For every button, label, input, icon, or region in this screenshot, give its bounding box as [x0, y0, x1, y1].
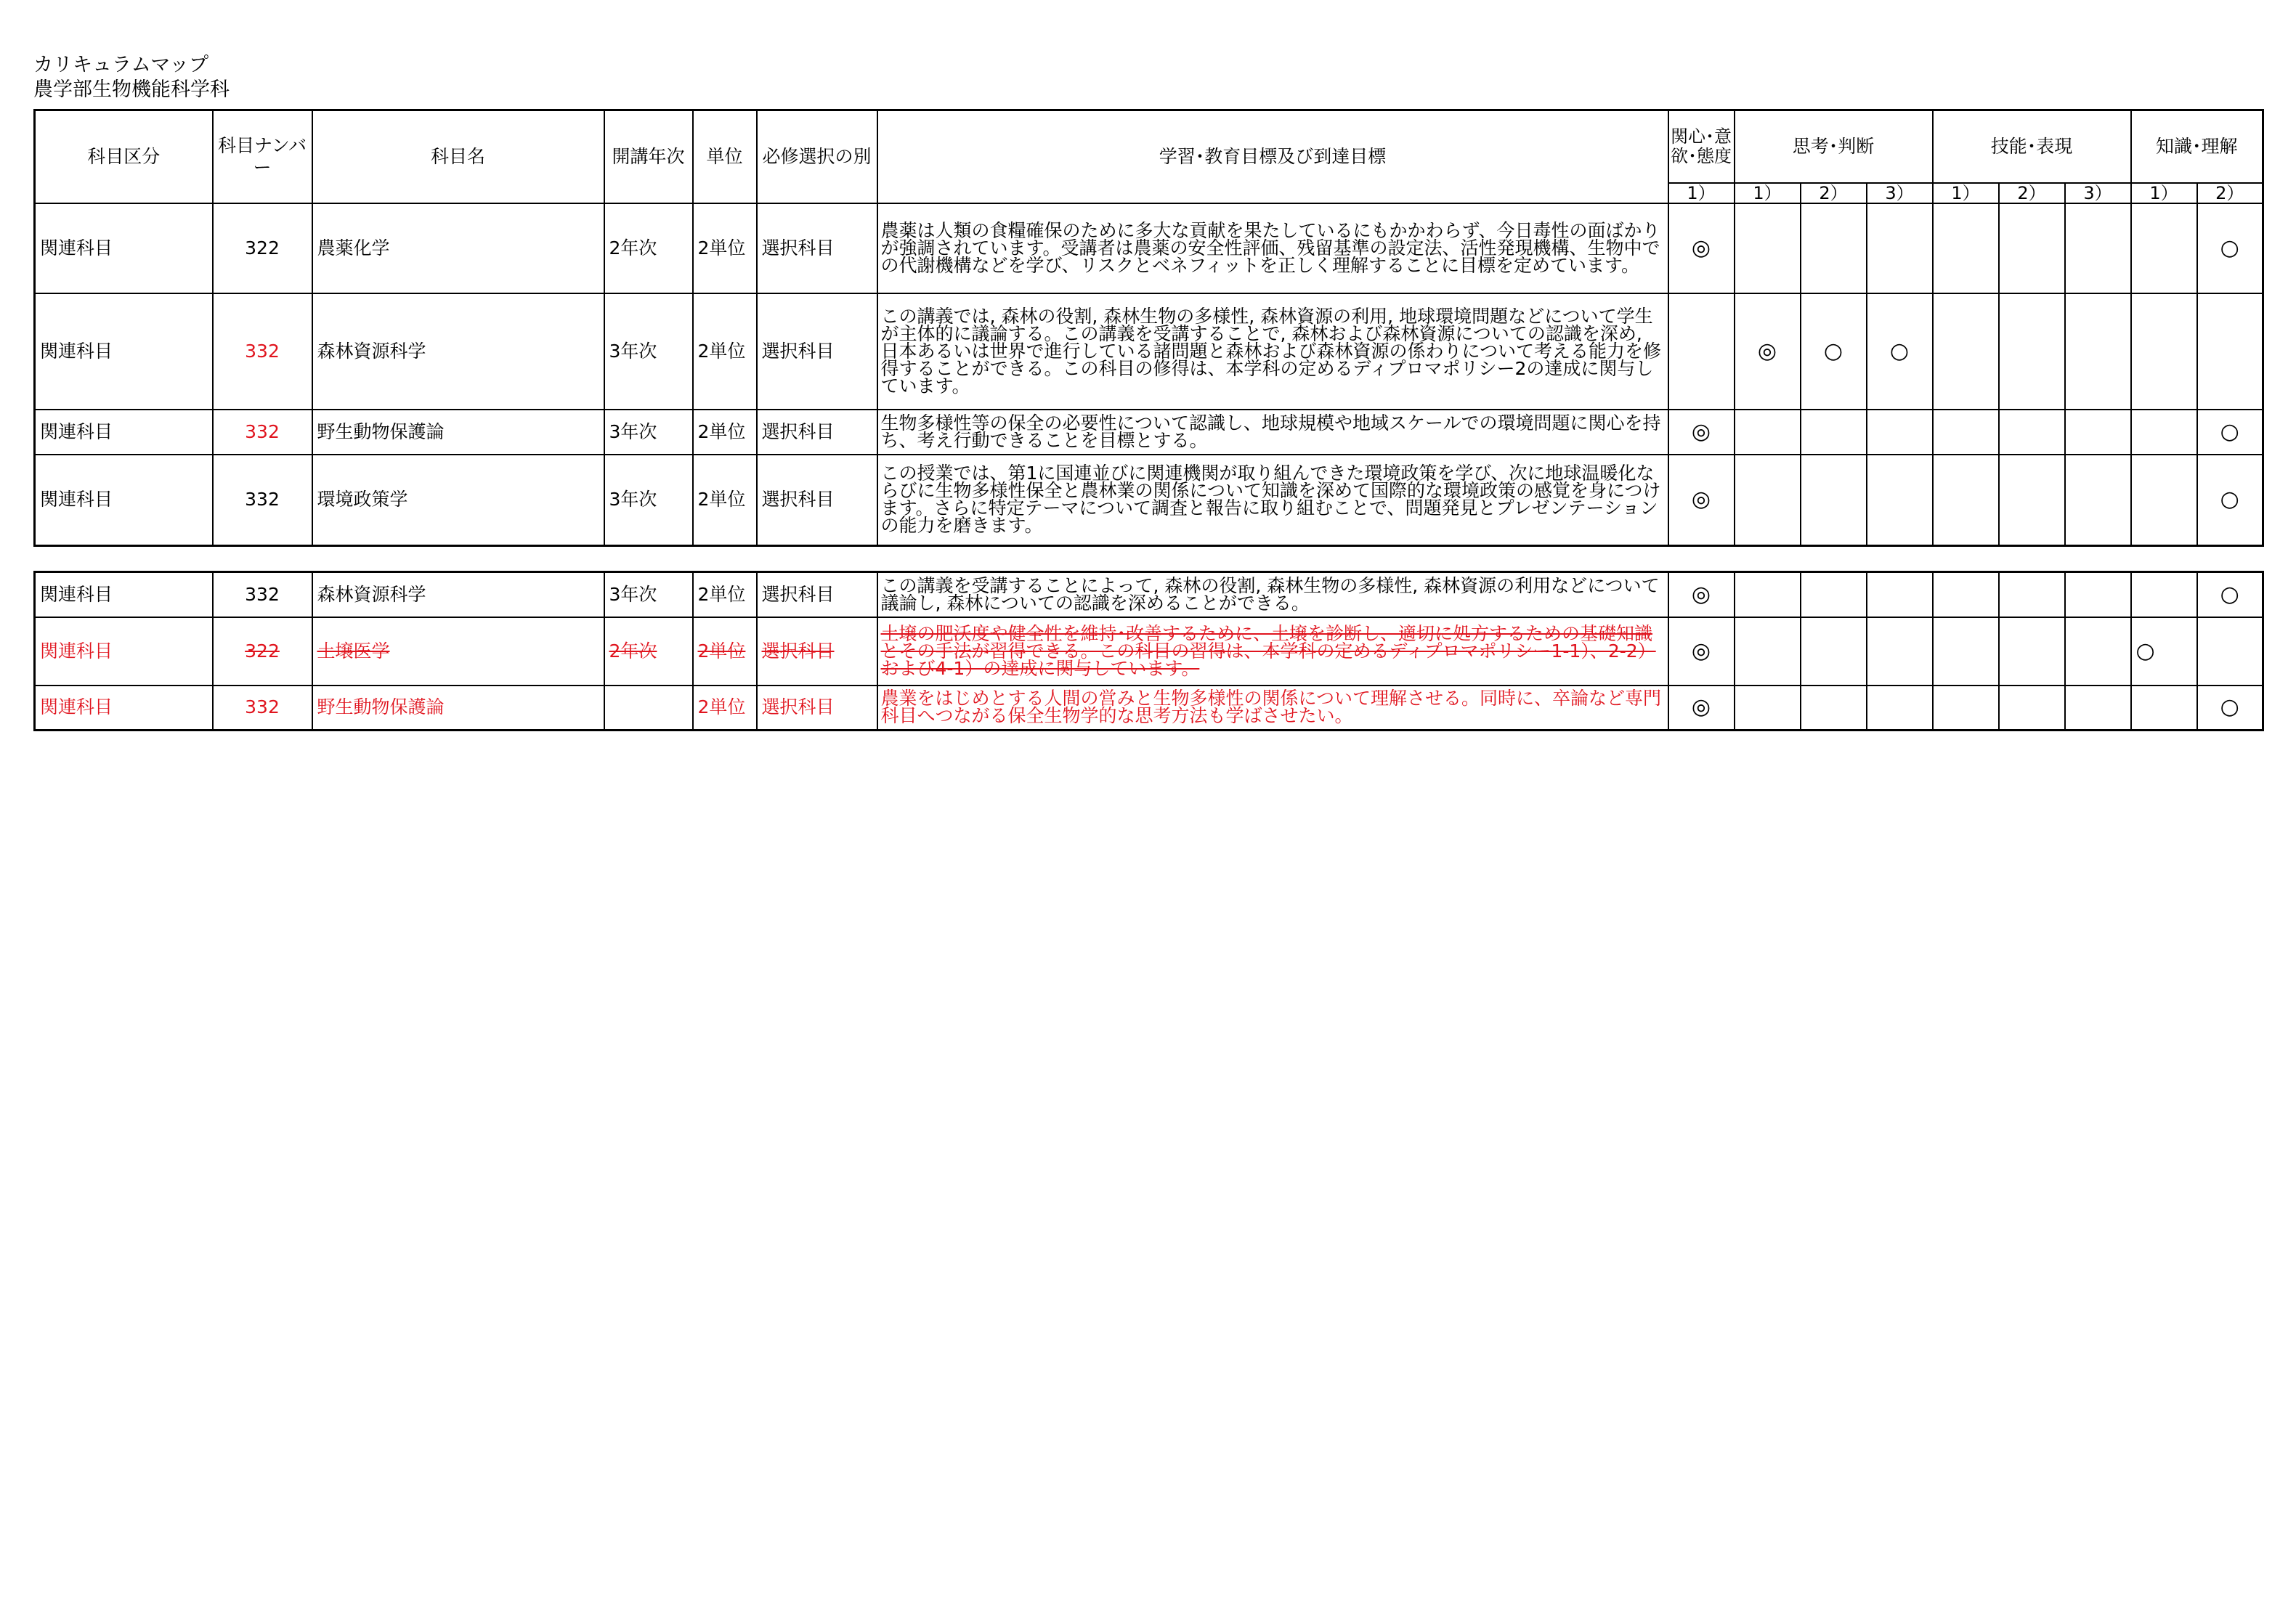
table-row-deleted: [35, 617, 2263, 686]
cell-mark: [1801, 572, 1867, 617]
cell-mark: [2197, 617, 2263, 686]
cell-category: 関連科目: [35, 410, 213, 455]
cell-credits: 2単位: [693, 455, 757, 546]
cell-category: 関連科目: [35, 572, 213, 617]
cell-name: 農薬化学: [312, 203, 604, 293]
cell-year: 3年次: [604, 455, 693, 546]
cell-mark: [1801, 203, 1867, 293]
cell-mark: [2065, 572, 2131, 617]
cell-mark: [1999, 410, 2065, 455]
cell-category: 関連科目: [35, 455, 213, 546]
cell-year: 2年次: [604, 617, 693, 686]
cell-category: 関連科目: [35, 617, 213, 686]
cell-required: 選択科目: [757, 617, 877, 686]
cell-year: 3年次: [604, 293, 693, 410]
sub-header: 1）: [1735, 183, 1801, 203]
header-year: 開講年次: [604, 110, 693, 203]
cell-goal: この講義では, 森林の役割, 森林生物の多様性, 森林資源の利用, 地球環境問題などについて学生が主体的に議論する。この講義を受講することで, 森林および森林資源についての認識を深め, 日本あるいは世界で進行している諸問題と森林および森林資源の係わりについて考える能力を修得することができる。この科目の修得は、本学科の定めるディプロマポリシー2の達成に関与しています。: [877, 293, 1668, 410]
cell-mark: [1867, 572, 1933, 617]
cell-required: 選択科目: [757, 686, 877, 731]
cell-mark: ◎: [1668, 572, 1735, 617]
cell-goal: この講義を受講することによって, 森林の役割, 森林生物の多様性, 森林資源の利用などについて議論し, 森林についての認識を深めることができる。: [877, 572, 1668, 617]
cell-mark: ◎: [1668, 617, 1735, 686]
cell-credits: 2単位: [693, 686, 757, 731]
cell-number: 332: [213, 455, 312, 546]
cell-mark: [1999, 203, 2065, 293]
cell-goal: 生物多様性等の保全の必要性について認識し、地球規模や地域スケールでの環境問題に関心を持ち、考え行動できることを目標とする。: [877, 410, 1668, 455]
cell-mark: [1668, 293, 1735, 410]
cell-mark: [1933, 617, 1999, 686]
cell-number: 332: [213, 686, 312, 731]
cell-number: 332: [213, 293, 312, 410]
cell-name: 野生動物保護論: [312, 410, 604, 455]
cell-mark: [1801, 686, 1867, 731]
cell-mark: [1801, 617, 1867, 686]
cell-mark: [2065, 455, 2131, 546]
cell-mark: [1999, 572, 2065, 617]
cell-required: 選択科目: [757, 455, 877, 546]
page-title: カリキュラムマップ: [33, 54, 209, 76]
cell-mark: [2065, 410, 2131, 455]
sub-header: 1）: [1933, 183, 1999, 203]
cell-goal: 農業をはじめとする人間の営みと生物多様性の関係について理解させる。同時に、卒論など専門科目へつながる保全生物学的な思考方法も学ばさせたい。: [877, 686, 1668, 731]
table-row: [35, 410, 2263, 455]
cell-mark: [2131, 572, 2197, 617]
table-row: [35, 572, 2263, 617]
header-category: 科目区分: [35, 110, 213, 203]
cell-mark: [1933, 410, 1999, 455]
sub-header: 2）: [2197, 183, 2263, 203]
header-thinking: 思考･判断: [1735, 110, 1933, 183]
department-name: 農学部生物機能科学科: [33, 78, 230, 101]
cell-number: 322: [213, 617, 312, 686]
cell-credits: 2単位: [693, 410, 757, 455]
cell-mark: [1867, 686, 1933, 731]
table-row: [35, 293, 2263, 410]
sub-header: 2）: [1801, 183, 1867, 203]
revision-table: [33, 571, 2264, 731]
cell-number: 332: [213, 572, 312, 617]
cell-mark: [2131, 293, 2197, 410]
sub-header: 1）: [1668, 183, 1735, 203]
cell-number: 322: [213, 203, 312, 293]
cell-mark: [1735, 410, 1801, 455]
cell-mark: [2065, 203, 2131, 293]
cell-required: 選択科目: [757, 203, 877, 293]
cell-mark: [2065, 293, 2131, 410]
cell-mark: [2197, 293, 2263, 410]
cell-mark: [1933, 686, 1999, 731]
header-number: 科目ナンバー: [213, 110, 312, 203]
cell-mark: [1999, 686, 2065, 731]
table-row: [35, 203, 2263, 293]
cell-year: [604, 686, 693, 731]
cell-mark: ○: [2197, 572, 2263, 617]
header-credits: 単位: [693, 110, 757, 203]
cell-year: 3年次: [604, 410, 693, 455]
cell-mark: [1867, 455, 1933, 546]
cell-mark: ○: [2197, 686, 2263, 731]
cell-mark: [1933, 293, 1999, 410]
cell-year: 3年次: [604, 572, 693, 617]
cell-category: 関連科目: [35, 293, 213, 410]
header-interest: 関心･意欲･態度: [1668, 110, 1735, 183]
cell-mark: ○: [2197, 455, 2263, 546]
header-required: 必修選択の別: [757, 110, 877, 203]
cell-mark: [1933, 455, 1999, 546]
cell-required: 選択科目: [757, 410, 877, 455]
cell-mark: [1735, 572, 1801, 617]
cell-credits: 2単位: [693, 293, 757, 410]
cell-number: 332: [213, 410, 312, 455]
cell-mark: ○: [2197, 410, 2263, 455]
cell-mark: [1867, 617, 1933, 686]
cell-mark: [1999, 455, 2065, 546]
cell-mark: ○: [2197, 203, 2263, 293]
header-goals: 学習･教育目標及び到達目標: [877, 110, 1668, 203]
cell-category: 関連科目: [35, 203, 213, 293]
table-row-added: [35, 686, 2263, 731]
cell-goal: この授業では、第1に国連並びに関連機関が取り組んできた環境政策を学び、次に地球温暖化ならびに生物多様性保全と農林業の関係について知識を深めて国際的な環境政策の感覚を身につけます。さらに特定テーマについて調査と報告に取り組むことで、問題発見とプレゼンテーションの能力を磨きます。: [877, 455, 1668, 546]
header-knowledge: 知識･理解: [2131, 110, 2263, 183]
cell-required: 選択科目: [757, 572, 877, 617]
cell-mark: [1735, 203, 1801, 293]
cell-mark: [1867, 203, 1933, 293]
cell-name: 森林資源科学: [312, 293, 604, 410]
sub-header: 1）: [2131, 183, 2197, 203]
cell-credits: 2単位: [693, 572, 757, 617]
cell-mark: [2131, 686, 2197, 731]
header-skills: 技能･表現: [1933, 110, 2131, 183]
cell-mark: [1735, 686, 1801, 731]
cell-year: 2年次: [604, 203, 693, 293]
cell-goal: 農薬は人類の食糧確保のために多大な貢献を果たしているにもかかわらず、今日毒性の面ばかりが強調されています。受講者は農薬の安全性評価、残留基準の設定法、活性発現機構、生物中での代謝機構などを学び、リスクとベネフィットを正しく理解することに目標を定めています。: [877, 203, 1668, 293]
cell-mark: ○: [2131, 617, 2197, 686]
cell-mark: ◎: [1668, 455, 1735, 546]
cell-mark: [1735, 617, 1801, 686]
cell-mark: [1999, 617, 2065, 686]
curriculum-table: [33, 109, 2264, 547]
sub-header: 3）: [1867, 183, 1933, 203]
header-name: 科目名: [312, 110, 604, 203]
cell-mark: [1801, 455, 1867, 546]
cell-mark: ◎: [1668, 410, 1735, 455]
cell-required: 選択科目: [757, 293, 877, 410]
sub-header: 2）: [1999, 183, 2065, 203]
cell-mark: ○: [1801, 293, 1867, 410]
cell-mark: ○: [1867, 293, 1933, 410]
cell-mark: ◎: [1735, 293, 1801, 410]
cell-mark: [1867, 410, 1933, 455]
cell-mark: [2065, 617, 2131, 686]
cell-mark: ◎: [1668, 686, 1735, 731]
cell-mark: [2131, 410, 2197, 455]
cell-goal: 土壌の肥沃度や健全性を維持･改善するために、土壌を診断し、適切に処方するための基礎知識とその手法が習得できる。この科目の習得は、本学科の定めるディプロマポリシー1-1）、2-2）および4-1）の達成に関与しています。: [877, 617, 1668, 686]
cell-credits: 2単位: [693, 203, 757, 293]
cell-mark: [1735, 455, 1801, 546]
cell-mark: [1933, 203, 1999, 293]
sub-header: 3）: [2065, 183, 2131, 203]
cell-name: 環境政策学: [312, 455, 604, 546]
cell-mark: [2131, 455, 2197, 546]
cell-mark: ◎: [1668, 203, 1735, 293]
cell-mark: [2065, 686, 2131, 731]
cell-mark: [2131, 203, 2197, 293]
cell-mark: [1999, 293, 2065, 410]
cell-name: 土壌医学: [312, 617, 604, 686]
cell-credits: 2単位: [693, 617, 757, 686]
cell-mark: [1933, 572, 1999, 617]
cell-category: 関連科目: [35, 686, 213, 731]
table-row: [35, 455, 2263, 546]
cell-mark: [1801, 410, 1867, 455]
cell-name: 森林資源科学: [312, 572, 604, 617]
cell-name: 野生動物保護論: [312, 686, 604, 731]
